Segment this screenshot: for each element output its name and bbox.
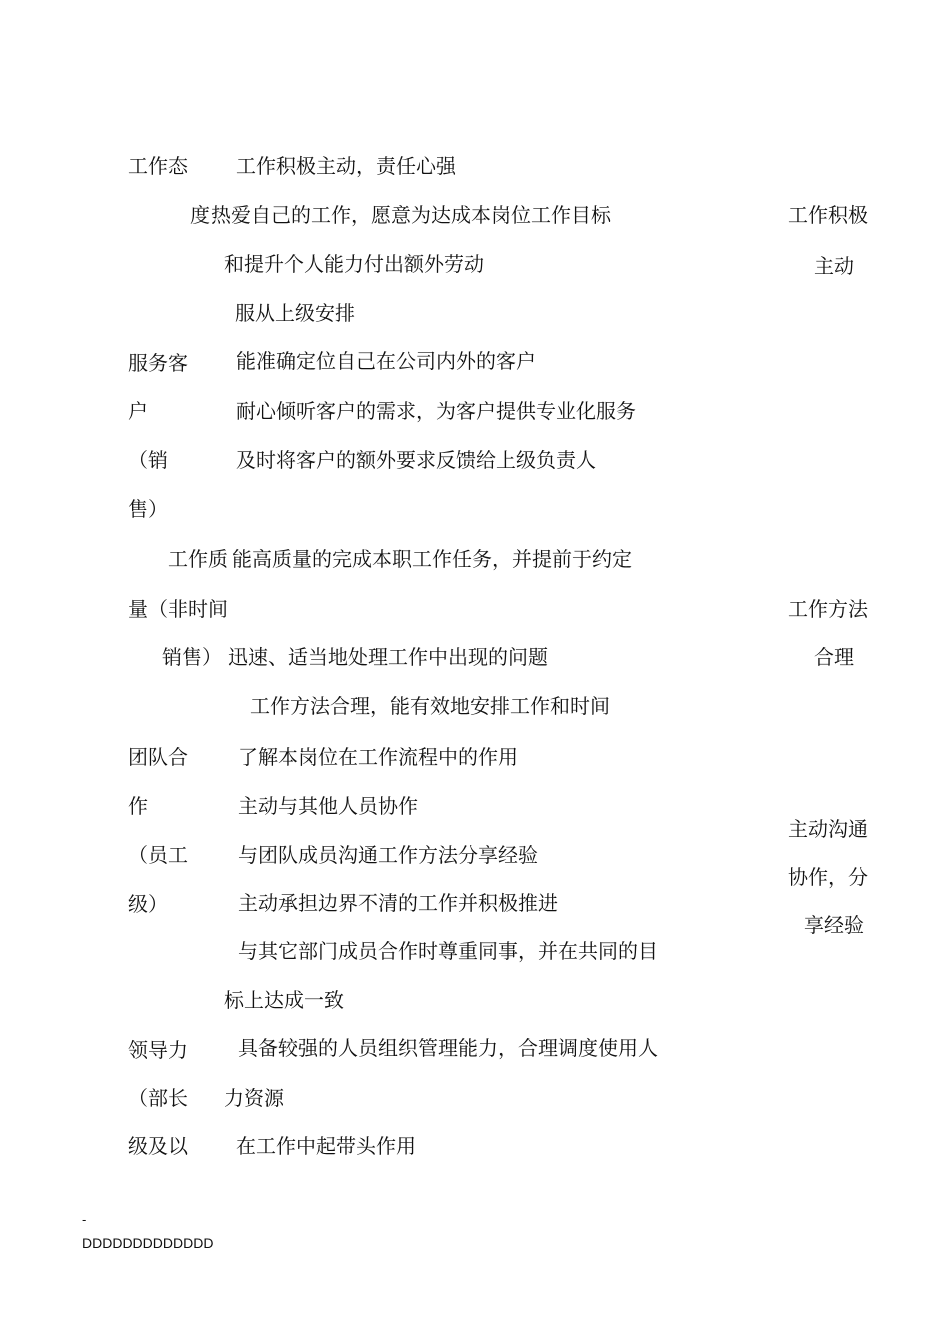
item-text: 了解本岗位在工作流程中的作用 — [238, 745, 518, 769]
item-text: 在工作中起带头作用 — [236, 1134, 416, 1158]
section-label: （销 — [128, 448, 168, 472]
item-text: 力资源 — [224, 1086, 284, 1110]
evaluation-text: 享经验 — [804, 913, 864, 937]
item-text: 与其它部门成员合作时尊重同事，并在共同的目 — [238, 939, 658, 963]
section-label: 量（非时间 — [128, 597, 228, 621]
evaluation-text: 协作，分 — [788, 865, 868, 889]
evaluation-text: 工作方法 — [788, 597, 868, 621]
item-text: 能高质量的完成本职工作任务，并提前于约定 — [232, 547, 632, 571]
section-label: 工作态 — [128, 154, 188, 178]
section-label: （部长 — [128, 1086, 188, 1110]
evaluation-text: 主动沟通 — [788, 817, 868, 841]
item-text: 和提升个人能力付出额外劳动 — [224, 252, 484, 276]
section-label: 领导力 — [128, 1038, 188, 1062]
section-label: 户 — [128, 399, 148, 423]
item-text: 服从上级安排 — [235, 301, 355, 325]
section-label: 团队合 — [128, 745, 188, 769]
section-label: 度 — [190, 203, 210, 227]
section-label: 工作质 — [168, 547, 228, 571]
item-text: 标上达成一致 — [224, 988, 344, 1012]
item-text: 主动承担边界不清的工作并积极推进 — [238, 891, 558, 915]
item-text: 热爱自己的工作，愿意为达成本岗位工作目标 — [211, 203, 611, 227]
item-text: 具备较强的人员组织管理能力，合理调度使用人 — [238, 1036, 658, 1060]
item-text: 能准确定位自己在公司内外的客户 — [236, 349, 536, 373]
item-text: 及时将客户的额外要求反馈给上级负责人 — [236, 448, 596, 472]
item-text: 工作方法合理，能有效地安排工作和时间 — [250, 694, 610, 718]
item-text: 耐心倾听客户的需求，为客户提供专业化服务 — [236, 399, 636, 423]
section-label: 级及以 — [128, 1134, 188, 1158]
section-label: 作 — [128, 794, 148, 818]
evaluation-text: 合理 — [814, 645, 854, 669]
section-label: 销售） — [162, 645, 222, 669]
item-text: 工作积极主动，责任心强 — [236, 154, 456, 178]
footer-dash: - — [82, 1212, 87, 1227]
evaluation-text: 主动 — [814, 254, 854, 278]
section-label: （员工 — [128, 843, 188, 867]
item-text: 主动与其他人员协作 — [238, 794, 418, 818]
footer-text: DDDDDDDDDDDDD — [82, 1235, 214, 1251]
section-label: 级） — [128, 892, 168, 916]
evaluation-text: 工作积极 — [788, 203, 868, 227]
section-label: 售） — [128, 497, 168, 521]
item-text: 迅速、适当地处理工作中出现的问题 — [228, 645, 548, 669]
section-label: 服务客 — [128, 351, 188, 375]
item-text: 与团队成员沟通工作方法分享经验 — [238, 843, 538, 867]
